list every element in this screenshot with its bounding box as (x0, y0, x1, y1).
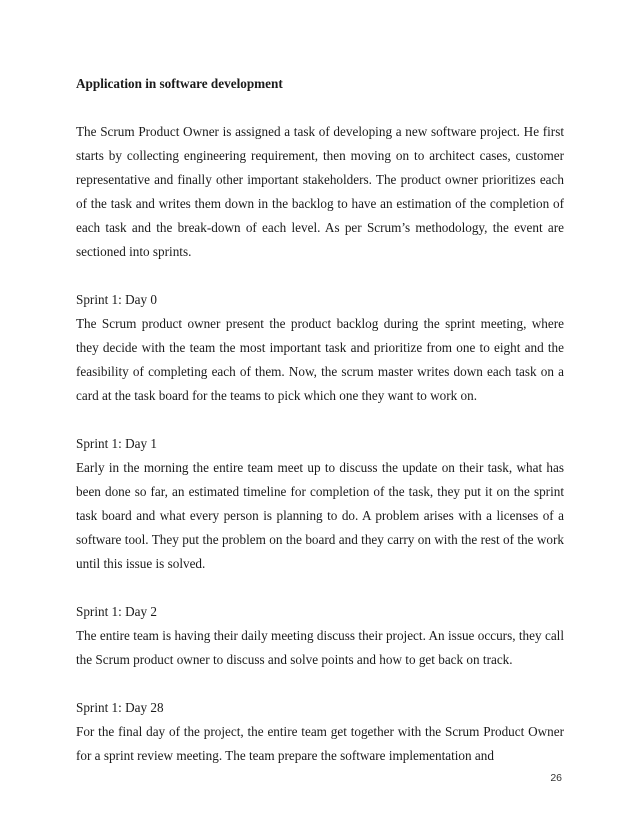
sprint-title: Sprint 1: Day 2 (76, 604, 157, 619)
page-content (76, 72, 564, 792)
sprint-section-day-2 (76, 600, 564, 672)
sprint-body: The Scrum product owner present the product backlog during the sprint meeting, where they decide with the team the most important task and prioritize from one to eight and the feasibility of completing each of them. Now, the scrum master writes down each task on a card at the task board for the teams to pick which one they want to work on. (76, 316, 564, 403)
sprint-title: Sprint 1: Day 1 (76, 436, 157, 451)
sprint-body: For the final day of the project, the entire team get together with the Scrum Product Owner for a sprint review meeting. The team prepare the software implementation and (76, 724, 564, 763)
sprint-body: Early in the morning the entire team meet up to discuss the update on their task, what has been done so far, an estimated timeline for completion of the task, they put it on the sprint task board and what every person is planning to do. A problem arises with a licenses of a software tool. They put the problem on the board and they carry on with the rest of the work until this issue is solved. (76, 460, 564, 571)
sprint-section-day-1 (76, 432, 564, 576)
sprint-title: Sprint 1: Day 28 (76, 700, 164, 715)
sprint-section-day-28 (76, 696, 564, 768)
sprint-body: The entire team is having their daily meeting discuss their project. An issue occurs, they call the Scrum product owner to discuss and solve points and how to get back on track. (76, 628, 564, 667)
sprint-title: Sprint 1: Day 0 (76, 292, 157, 307)
sprint-section-day-0 (76, 288, 564, 408)
intro-paragraph: The Scrum Product Owner is assigned a task of developing a new software project. He first starts by collecting engineering requirement, then moving on to architect cases, customer representative and finally other important stakeholders. The product owner prioritizes each of the task and writes them down in the backlog to have an estimation of the completion of each task and the break-down of each level. As per Scrum’s methodology, the event are sectioned into sprints. (76, 124, 564, 259)
page-number: 26 (550, 772, 562, 784)
section-heading: Application in software development (76, 76, 283, 91)
